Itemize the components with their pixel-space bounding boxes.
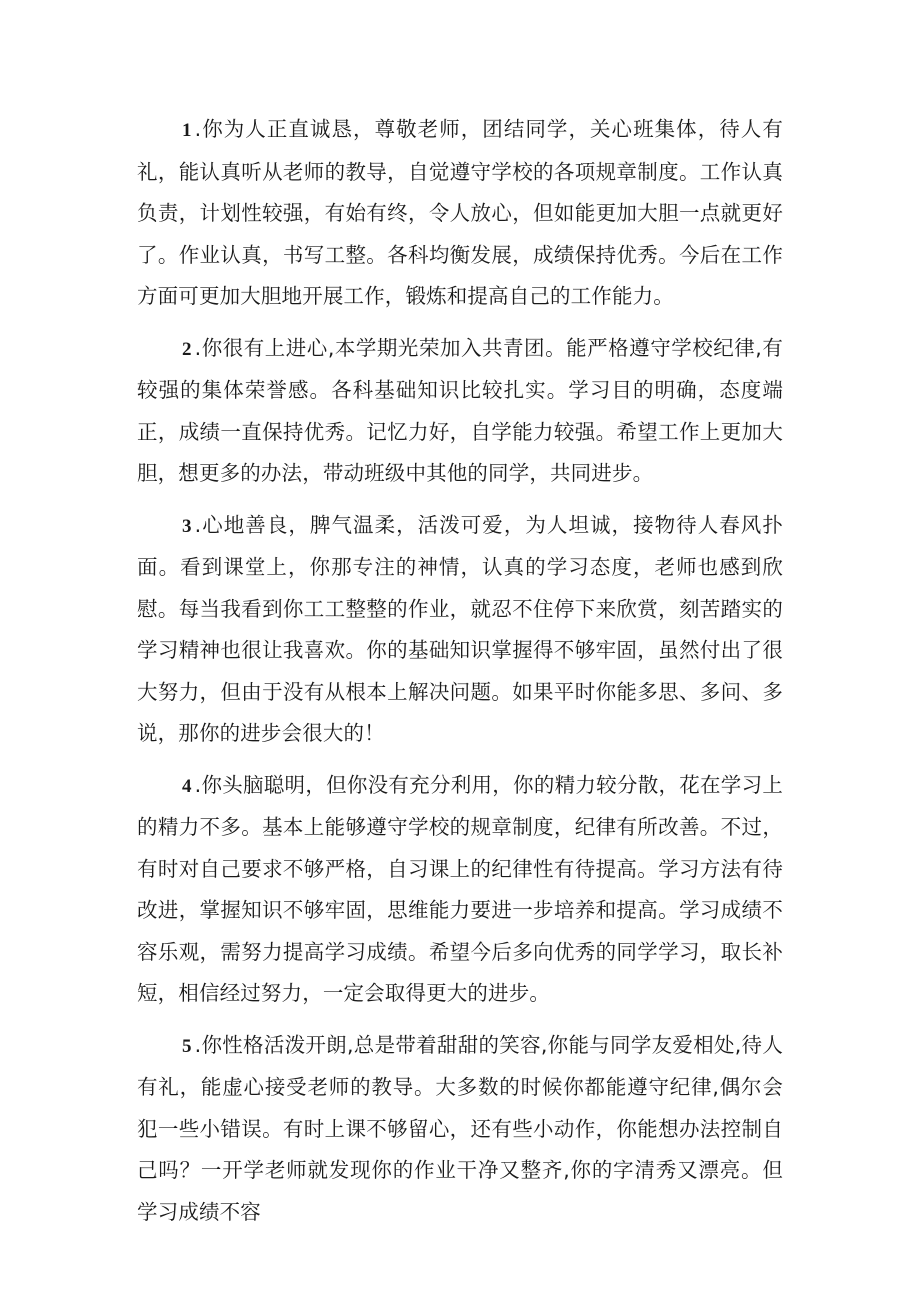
comment-paragraph-1 — [137, 109, 783, 318]
paragraph-number: 5 — [182, 1035, 192, 1057]
comment-paragraph-3 — [137, 505, 783, 755]
paragraph-text: .你头脑聪明，但你没有充分利用，你的精力较分散，花在学习上的精力不多。基本上能够遵守学校的规章制度，纪律有所改善。不过，有时对自己要求不够严格，自习课上的纪律性有待提高。学习方法有待改进，掌握知识不够牢固，思维能力要进一步培养和提高。学习成绩不容乐观，需努力提高学习成绩。希望今后多向优秀的同学学习，取长补短，相信经过努力，一定会取得更大的进步。 — [137, 772, 783, 1005]
paragraph-text: .你很有上进心,本学期光荣加入共青团。能严格遵守学校纪律,有较强的集体荣誉感。各科基础知识比较扎实。学习目的明确，态度端正，成绩一直保持优秀。记忆力好，自学能力较强。希望工作上更加大胆，想更多的办法，带动班级中其他的同学，共同进步。 — [137, 335, 783, 485]
paragraph-text: .你性格活泼开朗,总是带着甜甜的笑容,你能与同学友爱相处,待人有礼，能虚心接受老师的教导。大多数的时候你都能遵守纪律,偶尔会犯一些小错误。有时上课不够留心，还有些小动作，你能想办法控制自己吗？一开学老师就发现你的作业干净又整齐,你的字清秀又漂亮。但学习成绩不容 — [137, 1032, 783, 1224]
paragraph-text: .你为人正直诚恳，尊敬老师，团结同学，关心班集体，待人有礼，能认真听从老师的教导，自觉遵守学校的各项规章制度。工作认真负责，计划性较强，有始有终，令人放心，但如能更加大胆一点就更好了。作业认真，书写工整。各科均衡发展，成绩保持优秀。今后在工作方面可更加大胆地开展工作，锻炼和提高自己的工作能力。 — [137, 117, 783, 308]
paragraph-number: 2 — [182, 338, 192, 360]
paragraph-number: 4 — [182, 775, 192, 797]
paragraph-text: .心地善良，脾气温柔，活泼可爱，为人坦诚，接物待人春风扑面。看到课堂上，你那专注的神情，认真的学习态度，老师也感到欣慰。每当我看到你工工整整的作业，就忍不住停下来欣赏，刻苦踏实的学习精神也很让我喜欢。你的基础知识掌握得不够牢固，虽然付出了很大努力，但由于没有从根本上解决问题。如果平时你能多思、多问、多说，那你的进步会很大的！ — [137, 512, 783, 745]
document-body — [137, 109, 783, 1243]
comment-paragraph-4 — [137, 765, 783, 1015]
comment-paragraph-2 — [137, 328, 783, 495]
paragraph-number: 3 — [182, 515, 192, 537]
paragraph-number: 1 — [182, 120, 192, 141]
comment-paragraph-5 — [137, 1025, 783, 1234]
